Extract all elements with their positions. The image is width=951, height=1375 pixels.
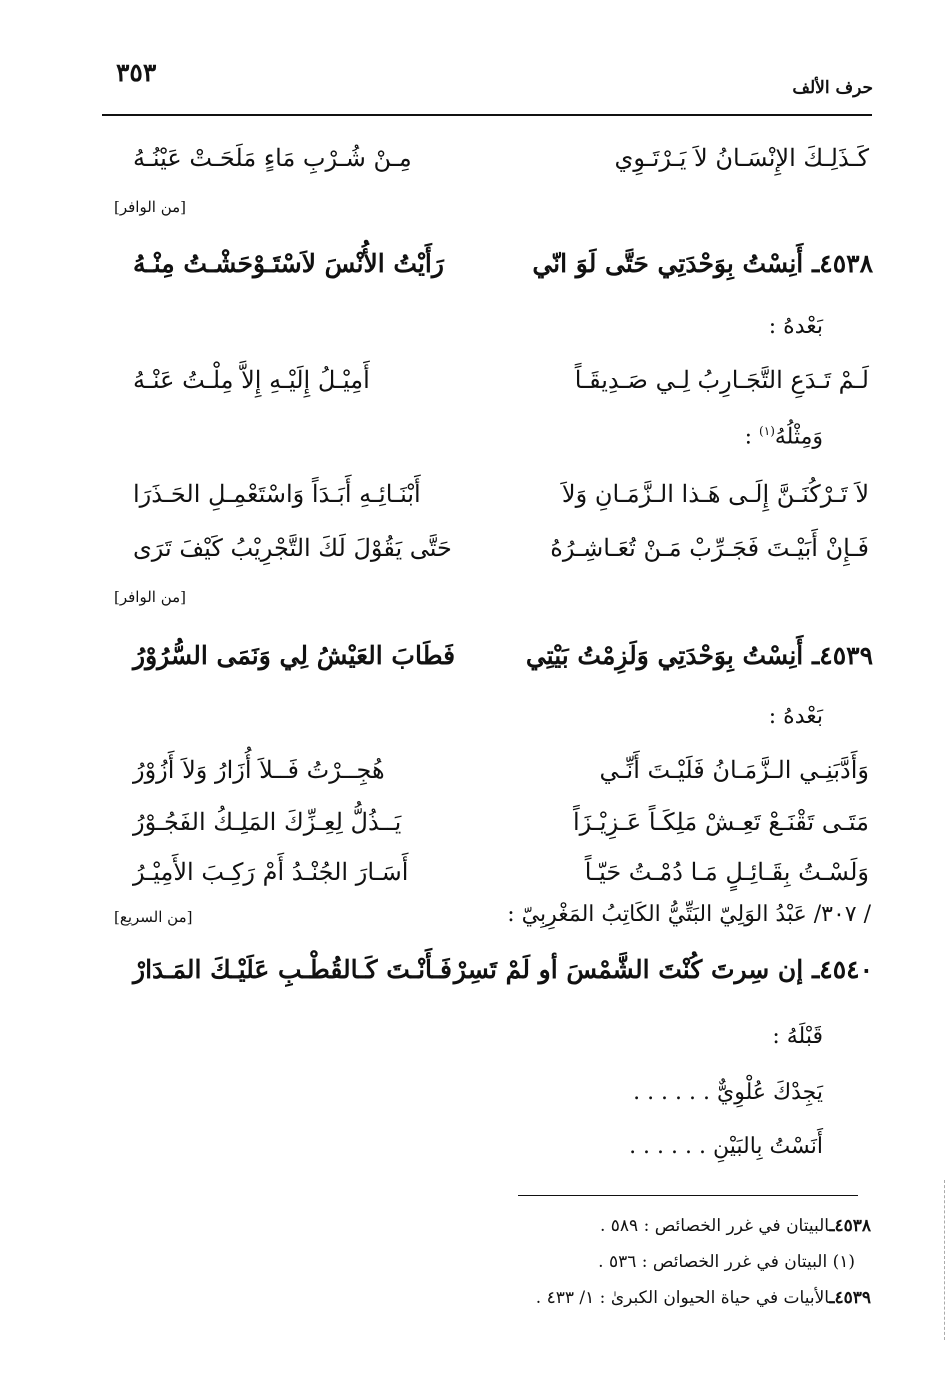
- page-number: ٣٥٣: [116, 58, 157, 87]
- first-hemistich: لاَ تَـرْكُنَـنَّ إِلَـى هَـذا الـزَّمَـانِ وَلاَ: [561, 480, 869, 508]
- first-hemistich: كَـذَلِـكَ الإِنْسَـانُ لاَ يَـرْتَـوِي: [614, 144, 869, 172]
- first-hemistich: ٤٥٣٩ـ أَنِسْتُ بِوَحْدَتِي وَلَزِمْتُ بَيْتِي: [525, 641, 873, 670]
- second-hemistich: أَبْنَـائِـهِ أَبَـدَاً وَاسْتَعْمِـلِ الحَـذَرَا: [133, 480, 421, 508]
- footnote-text: (١) البيتان في غرر الخصائص : ٥٣٦ .: [598, 1252, 855, 1272]
- meter-label: [من السريع]: [114, 908, 193, 926]
- second-hemistich: أَمِيْـلُ إِلَيْـهِ إِلاَّ مِلْـتُ عَنْـهُ: [133, 366, 370, 394]
- second-hemistich: أَسَـارَ الجُنْـدُ أَمْ رَكِـبَ الأَمِيْـرُ: [133, 858, 409, 886]
- verse-line: [133, 474, 869, 514]
- meter-label: [من الوافر]: [114, 588, 187, 606]
- meter-label: [من الوافر]: [114, 198, 187, 216]
- numbered-verse-line: [133, 950, 873, 990]
- footnote: [598, 1252, 855, 1272]
- verse-line: [133, 360, 869, 400]
- second-hemistich: مِـنْ شُـرْبِ مَاءٍ مَلَحَـتْ عَيْنُـهُ: [133, 144, 412, 172]
- verse-line: [133, 852, 869, 892]
- second-hemistich: حَتَّى يَقُوْلَ لَكَ التَّجْرِيْبُ كَيْفَ تَرَى: [133, 534, 452, 562]
- poet-heading: / ٣٠٧/ عَبْدُ الوَلِيّ البَتِّيُّ الكَاتِبُ المَغْرِبِيّ :: [507, 902, 871, 927]
- verse-line: [133, 138, 869, 178]
- first-hemistich: لَـمْ تَـدَعِ التَّجَـارِبُ لِـي صَـدِيقَـاً: [574, 366, 869, 394]
- first-hemistich: ٤٥٤٠ـ إن سِرتَ كُنْتَ الشَّمْسَ أو لَمْ تَسِرْ: [453, 955, 873, 984]
- footnote-rule: [518, 1195, 858, 1196]
- after-label: بَعْدهُ :: [768, 314, 823, 339]
- similar-label-text: وَمِثْلُهُ: [774, 424, 823, 450]
- footnote: [536, 1288, 871, 1308]
- after-label: بَعْدهُ :: [768, 704, 823, 729]
- running-header-title: حرف الألف: [792, 78, 873, 98]
- footnote: [600, 1216, 871, 1236]
- first-hemistich: وَأَدَّبَنِـي الـزَّمَـانُ فَلَيْـتَ أَنِّـي: [599, 756, 869, 784]
- first-hemistich: ٤٥٣٨ـ أَنِسْتُ بِوَحْدَتِي حَتَّى لَوَ انّي: [532, 249, 873, 278]
- before-label: قَبْلَهُ :: [772, 1024, 823, 1049]
- partial-verse: أَنَسْتُ بِالبَيْنِ . . . . . .: [629, 1134, 823, 1159]
- footnote-number: ٤٥٣٨ـ: [829, 1216, 871, 1236]
- numbered-verse-line: [133, 636, 873, 676]
- footnote-ref[interactable]: (١): [759, 424, 775, 438]
- verse-line: [133, 528, 869, 568]
- second-hemistich: فَطَابَ العَيْشُ لِي وَنَمَى السُّرُوْرُ: [133, 641, 456, 670]
- footnote-text: البيتان في غرر الخصائص : ٥٨٩ .: [599, 1216, 830, 1236]
- second-hemistich: رَأَيْتُ الأُنْسَ لاَسْتَـوْحَشْـتُ مِنْـهُ: [133, 249, 444, 278]
- second-hemistich: هُجِــرْتُ فَــلاَ أُزَارُ وَلاَ أَزُوْرُ: [133, 756, 385, 784]
- second-hemistich: يَــذُلُّ لِعِـزِّكَ المَلِـكُ الفَجُـوْرُ: [133, 808, 402, 836]
- second-hemistich: فَـأَنْـتَ كَـالقُطْـبِ عَلَيْـكَ المَـدَارْ: [133, 955, 452, 984]
- first-hemistich: مَتَـى تَقْنَـعْ تَعِـشْ مَلِكَـاً عَـزِيْـزَاً: [572, 808, 869, 836]
- first-hemistich: وَلَسْـتُ بِقَـائِـلٍ مَـا دُمْـتُ حَيّـاً: [584, 858, 869, 886]
- similar-label-colon: :: [744, 424, 753, 450]
- first-hemistich: فَـإِنْ أَبَيْـتَ فَجَـرِّبْ مَـنْ تُعَـاشِـرُهُ: [550, 534, 869, 562]
- numbered-verse-line: [133, 244, 873, 284]
- footnote-text: الأبيات في حياة الحيوان الكبرىٰ : ١/ ٤٣٣ .: [535, 1288, 830, 1308]
- verse-line: [133, 750, 869, 790]
- similar-label: [745, 424, 823, 449]
- footnote-number: ٤٥٣٩ـ: [829, 1288, 871, 1308]
- header-rule: [102, 114, 872, 116]
- page-edge-artifact: [944, 1180, 948, 1340]
- verse-line: [133, 802, 869, 842]
- partial-verse: يَجِدْكَ عُلْوِيٌّ . . . . . .: [633, 1080, 823, 1105]
